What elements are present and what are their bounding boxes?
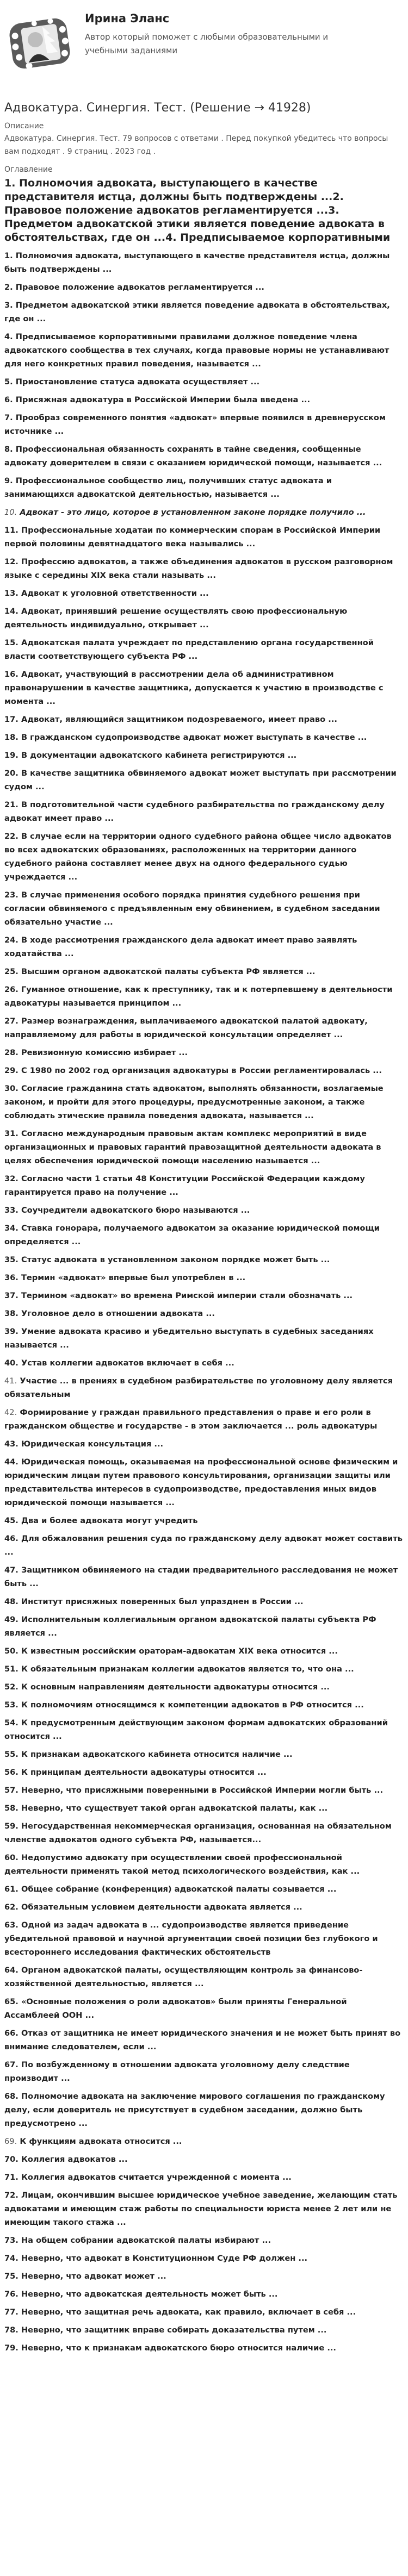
question-item bbox=[4, 555, 404, 582]
question-text: К предусмотренным действующим законом формам адвокатских образований относится ... bbox=[4, 1718, 388, 1741]
question-number: 77. bbox=[4, 2307, 18, 2317]
author-name[interactable]: Ирина Эланс bbox=[85, 12, 170, 25]
question-text: Термин «адвокат» впервые был употреблен в ... bbox=[21, 1273, 246, 1282]
question-item bbox=[4, 1203, 404, 1217]
question-item bbox=[4, 1014, 404, 1041]
question-item bbox=[4, 1514, 404, 1527]
question-number: 69. bbox=[4, 2137, 17, 2146]
question-text: Негосударственная некоммерческая организация, основанная на обязательном членстве адвокатов одного субъекта РФ, называется... bbox=[4, 1822, 392, 1844]
question-text: Полномочие адвоката на заключение мирового соглашения по гражданскому делу, если доверитель не присутствует в судебном заседании, должно быть предусмотрено ... bbox=[4, 2092, 385, 2128]
question-text: Неверно, что защитник вправе собирать доказательства путем ... bbox=[21, 2325, 327, 2335]
question-item bbox=[4, 2170, 404, 2184]
question-text: Согласно международным правовым актам комплекс мероприятий в виде организационных и правовых гарантий правозащитной деятельности адвоката в целях обеспечения юридической помощи населению называется ... bbox=[4, 1129, 381, 1165]
question-item bbox=[4, 330, 404, 371]
question-text: По возбужденному в отношении адвоката уголовному делу следствие производит ... bbox=[4, 2060, 350, 2083]
question-text: Статус адвоката в установленном законом порядке может быть ... bbox=[21, 1255, 330, 1264]
question-item bbox=[4, 393, 404, 407]
question-item bbox=[4, 1698, 404, 1712]
question-text: Адвокат, принявший решение осуществлять свою профессиональную деятельность индивидуально, открывает ... bbox=[4, 607, 348, 629]
question-number: 4. bbox=[4, 332, 13, 341]
question-number: 24. bbox=[4, 935, 18, 945]
question-number: 66. bbox=[4, 2029, 18, 2038]
question-text: В документации адвокатского кабинета регистрируются ... bbox=[21, 751, 297, 760]
question-number: 39. bbox=[4, 1327, 18, 1336]
question-text: К известным российским ораторам-адвокатам XIX века относится ... bbox=[21, 1646, 338, 1656]
question-text: Профессиональные ходатаи по коммерческим спорам в Российской Империи первой половины девятнадцатого века назывались ... bbox=[4, 526, 381, 548]
question-number: 36. bbox=[4, 1273, 18, 1282]
question-item bbox=[4, 1613, 404, 1640]
question-number: 22. bbox=[4, 832, 18, 841]
question-text: В гражданском судопроизводстве адвокат может выступать в качестве ... bbox=[21, 733, 367, 742]
question-item bbox=[4, 1221, 404, 1249]
question-item bbox=[4, 474, 404, 501]
question-number: 15. bbox=[4, 638, 18, 647]
question-text: Два и более адвоката могут учредить bbox=[21, 1516, 198, 1525]
question-number: 33. bbox=[4, 1206, 18, 1215]
question-item bbox=[4, 1356, 404, 1370]
question-number: 79. bbox=[4, 2343, 18, 2353]
question-text: Адвокат, участвующий в рассмотрении дела об административном правонарушении в качестве защитника, допускается к участию в производстве с момента ... bbox=[4, 670, 384, 706]
question-text: Уголовное дело в отношении адвоката ... bbox=[21, 1309, 215, 1318]
question-text: Полномочия адвоката, выступающего в качестве представителя истца, должны быть подтверждены ... bbox=[4, 251, 390, 274]
question-number: 64. bbox=[4, 1966, 18, 1975]
question-item bbox=[4, 2323, 404, 2337]
question-item bbox=[4, 1783, 404, 1797]
question-item bbox=[4, 1766, 404, 1779]
question-number: 13. bbox=[4, 589, 18, 598]
question-item bbox=[4, 280, 404, 294]
question-item bbox=[4, 1882, 404, 1896]
question-text: Формирование у граждан правильного представления о праве и его роли в гражданском обществе и государстве - в этом заключается ... роль адвокатуры bbox=[4, 1408, 378, 1431]
question-number: 11. bbox=[4, 526, 18, 535]
question-text: Неверно, что адвокат в Конституционном Суде РФ должен ... bbox=[21, 2254, 308, 2263]
question-text: Лицам, окончившим высшее юридическое учебное заведение, желающим стать адвокатами и имеющим стаж работы по специальности юриста менее 2 лет или не имеющим такого стажа ... bbox=[4, 2191, 398, 2227]
question-text: Участие ... в прениях в судебном разбирательстве по уголовному делу является обязательным bbox=[4, 1376, 393, 1399]
question-item bbox=[4, 2234, 404, 2247]
document-description: Адвокатура. Синергия. Тест. 79 вопросов с ответами . Перед покупкой убедитесь что вопросы вам подходят . 9 страниц . 2023 год . bbox=[4, 134, 388, 156]
question-text: К основным направлениям деятельности адвокатуры относится ... bbox=[21, 1682, 330, 1692]
question-text: Размер вознаграждения, выплачиваемого адвокатской палатой адвокату, направляемому для работы в юридической консультации определяет ... bbox=[4, 1016, 368, 1039]
question-text: Защитником обвиняемого на стадии предварительного расследования не может быть ... bbox=[4, 1565, 398, 1588]
question-text: Присяжная адвокатура в Российской Империи была введена ... bbox=[15, 395, 311, 404]
question-number: 29. bbox=[4, 1066, 18, 1075]
question-item bbox=[4, 798, 404, 825]
question-number: 53. bbox=[4, 1700, 18, 1710]
question-item bbox=[4, 1437, 404, 1451]
question-number: 5. bbox=[4, 377, 13, 386]
question-item bbox=[4, 2188, 404, 2229]
question-item bbox=[4, 1716, 404, 1743]
question-number: 51. bbox=[4, 1664, 18, 1674]
question-number: 70. bbox=[4, 2155, 18, 2164]
question-number: 43. bbox=[4, 1439, 18, 1449]
question-item bbox=[4, 636, 404, 663]
question-number: 3. bbox=[4, 301, 13, 310]
question-text: Предписываемое корпоративными правилами должное поведение члена адвокатского сообщества в тех случаях, когда правовые нормы не устанавливают для него конкретных правил поведения, называется ... bbox=[4, 332, 390, 369]
question-number: 71. bbox=[4, 2173, 18, 2182]
question-text: Согласие гражданина стать адвокатом, выполнять обязанности, возлагаемые законом, и пройти для этого процедуры, предусмотренные законом, а также соблюдать этические правила поведения адвоката, называется ... bbox=[4, 1084, 384, 1120]
question-item bbox=[4, 2135, 404, 2148]
question-item bbox=[4, 249, 404, 276]
question-text: Общее собрание (конференция) адвокатской палаты созывается ... bbox=[21, 1885, 337, 1894]
question-text: Юридическая консультация ... bbox=[21, 1439, 164, 1449]
question-number: 49. bbox=[4, 1615, 18, 1624]
question-item bbox=[4, 749, 404, 762]
question-number: 56. bbox=[4, 1768, 18, 1777]
question-item bbox=[4, 933, 404, 960]
question-item bbox=[4, 1172, 404, 1199]
question-text: Обязательным условием деятельности адвоката является ... bbox=[21, 1903, 302, 1912]
description-label: Описание bbox=[4, 122, 44, 130]
question-text: «Основные положения о роли адвокатов» были приняты Генеральной Ассамблеей ООН ... bbox=[4, 1997, 347, 2020]
question-text: Адвокат, являющийся защитником подозреваемого, имеет право ... bbox=[21, 715, 337, 724]
question-text: Адвокатская палата учреждает по представлению органа государственной власти соответствующего субъекта РФ ... bbox=[4, 638, 374, 661]
question-text: Согласно части 1 статьи 48 Конституции Российской Федерации каждому гарантируется право на получение ... bbox=[4, 1174, 365, 1197]
question-item bbox=[4, 829, 404, 884]
question-item bbox=[4, 1748, 404, 1761]
question-text: Правовое положение адвокатов регламентируется ... bbox=[15, 283, 264, 292]
question-number: 1. bbox=[4, 251, 13, 260]
question-number: 17. bbox=[4, 715, 18, 724]
question-list bbox=[4, 249, 404, 2355]
question-item bbox=[4, 411, 404, 438]
question-text: Адвокат - это лицо, которое в установленном законе порядке получило ... bbox=[20, 508, 366, 517]
question-text: Ставка гонорара, получаемого адвокатом за оказание юридической помощи определяется ... bbox=[4, 1224, 380, 1246]
question-number: 75. bbox=[4, 2272, 18, 2281]
question-number: 27. bbox=[4, 1016, 18, 1026]
question-number: 42. bbox=[4, 1408, 17, 1417]
question-number: 31. bbox=[4, 1129, 18, 1138]
question-number: 73. bbox=[4, 2236, 18, 2245]
question-item bbox=[4, 1662, 404, 1676]
question-number: 21. bbox=[4, 800, 18, 809]
question-text: В случае применения особого порядка принятия судебного решения при согласии обвиняемого с предъявленным ему обвинением, в судебном заседании обязательно участие ... bbox=[4, 890, 380, 927]
question-item bbox=[4, 2305, 404, 2319]
question-number: 78. bbox=[4, 2325, 18, 2335]
question-item bbox=[4, 1271, 404, 1284]
toc-label: Оглавление bbox=[4, 165, 53, 174]
question-item bbox=[4, 2251, 404, 2265]
question-item bbox=[4, 1253, 404, 1267]
question-text: Неверно, что к признакам адвокатского бюро относится наличие ... bbox=[21, 2343, 336, 2353]
question-text: К признакам адвокатского кабинета относится наличие ... bbox=[21, 1750, 293, 1759]
question-item bbox=[4, 1307, 404, 1320]
question-number: 62. bbox=[4, 1903, 18, 1912]
question-item bbox=[4, 587, 404, 600]
question-number: 19. bbox=[4, 751, 18, 760]
question-text: Термином «адвокат» во времена Римской империи стали обозначать ... bbox=[21, 1291, 353, 1300]
question-item bbox=[4, 1289, 404, 1302]
question-text: В ходе рассмотрения гражданского дела адвокат имеет право заявлять ходатайства ... bbox=[4, 935, 357, 958]
question-text: Профессию адвокатов, а также объединения адвокатов в русском разговорном языке с середины XIX века стали называть ... bbox=[4, 557, 393, 580]
question-text: Недопустимо адвокату при осуществлении своей профессиональной деятельности применять такой метод психологического воздействия, как ... bbox=[4, 1853, 360, 1876]
question-number: 25. bbox=[4, 967, 18, 976]
question-number: 41. bbox=[4, 1376, 17, 1386]
question-text: Профессиональная обязанность сохранять в тайне сведения, сообщенные адвокату доверителем в связи с оказанием юридической помощи, называется ... bbox=[4, 445, 382, 467]
question-number: 45. bbox=[4, 1516, 18, 1525]
question-item bbox=[4, 713, 404, 726]
question-number: 60. bbox=[4, 1853, 18, 1862]
question-text: Одной из задач адвоката в ... судопроизводстве является приведение убедительной правовой и научной аргументации своей позиции без глубокого и всестороннего исследования фактических обстоятельств bbox=[4, 1920, 378, 1957]
question-number: 48. bbox=[4, 1597, 18, 1606]
question-number: 59. bbox=[4, 1822, 18, 1831]
question-item bbox=[4, 506, 404, 519]
question-item bbox=[4, 523, 404, 551]
question-number: 10. bbox=[4, 508, 17, 517]
question-item bbox=[4, 731, 404, 744]
question-number: 34. bbox=[4, 1224, 18, 1233]
question-item bbox=[4, 1995, 404, 2022]
question-number: 58. bbox=[4, 1804, 18, 1813]
question-number: 54. bbox=[4, 1718, 18, 1727]
question-number: 2. bbox=[4, 283, 13, 292]
question-number: 38. bbox=[4, 1309, 18, 1318]
question-number: 7. bbox=[4, 413, 13, 422]
question-item bbox=[4, 2153, 404, 2166]
question-text: Адвокат к уголовной ответственности ... bbox=[21, 589, 209, 598]
question-number: 47. bbox=[4, 1565, 18, 1575]
question-item bbox=[4, 1918, 404, 1959]
question-number: 72. bbox=[4, 2191, 18, 2200]
question-item bbox=[4, 766, 404, 794]
question-item bbox=[4, 965, 404, 978]
question-item bbox=[4, 2341, 404, 2355]
author-avatar-icon[interactable] bbox=[4, 11, 75, 76]
question-item bbox=[4, 1406, 404, 1433]
question-item bbox=[4, 1325, 404, 1352]
question-text: Умение адвоката красиво и убедительно выступать в судебных заседаниях называется ... bbox=[4, 1327, 374, 1350]
question-number: 35. bbox=[4, 1255, 18, 1264]
document-title: Адвокатура. Синергия. Тест. (Решение → 41928) bbox=[4, 101, 311, 115]
question-item bbox=[4, 1563, 404, 1590]
question-item bbox=[4, 1064, 404, 1077]
question-number: 12. bbox=[4, 557, 18, 566]
author-card bbox=[4, 5, 404, 87]
question-text: В случае если на территории одного судебного района общее число адвокатов во всех адвокатских образованиях, расположенных на территории данного судебного района составляет менее двух на одного федерального судью учреждается ... bbox=[4, 832, 392, 882]
question-number: 74. bbox=[4, 2254, 18, 2263]
question-text: Институт присяжных поверенных был упразднен в России ... bbox=[21, 1597, 304, 1606]
question-number: 61. bbox=[4, 1885, 18, 1894]
question-item bbox=[4, 298, 404, 326]
question-item bbox=[4, 442, 404, 470]
question-number: 32. bbox=[4, 1174, 18, 1183]
question-item bbox=[4, 668, 404, 708]
question-item bbox=[4, 604, 404, 632]
question-number: 67. bbox=[4, 2060, 18, 2069]
question-text: Устав коллегии адвокатов включает в себя ... bbox=[21, 1358, 234, 1368]
question-number: 20. bbox=[4, 769, 18, 778]
question-text: В качестве защитника обвиняемого адвокат может выступать при рассмотрении судом ... bbox=[4, 769, 397, 791]
question-number: 8. bbox=[4, 445, 13, 454]
question-item bbox=[4, 2058, 404, 2085]
question-item bbox=[4, 1851, 404, 1878]
question-text: Прообраз современного понятия «адвокат» впервые появился в древнерусском источнике ... bbox=[4, 413, 386, 436]
question-number: 26. bbox=[4, 985, 18, 994]
question-item bbox=[4, 2026, 404, 2054]
question-number: 63. bbox=[4, 1920, 18, 1930]
question-number: 65. bbox=[4, 1997, 18, 2006]
question-text: Неверно, что защитная речь адвоката, как правило, включает в себя ... bbox=[21, 2307, 356, 2317]
question-text: Юридическая помощь, оказываемая на профессиональной основе физическим и юридическим лицам путем правового консультирования, организации защиты или представительства интересов в судопроизводстве, предоставления иных видов юридической помощи называется ... bbox=[4, 1457, 398, 1507]
question-item bbox=[4, 375, 404, 389]
question-item bbox=[4, 1046, 404, 1059]
question-item bbox=[4, 1963, 404, 1991]
question-item bbox=[4, 2090, 404, 2130]
question-text: Приостановление статуса адвоката осуществляет ... bbox=[15, 377, 260, 386]
question-number: 44. bbox=[4, 1457, 18, 1467]
question-text: Соучредители адвокатского бюро называются ... bbox=[21, 1206, 250, 1215]
question-item bbox=[4, 1680, 404, 1694]
question-item bbox=[4, 1595, 404, 1608]
question-text: Для обжалования решения суда по гражданскому делу адвокат может составить ... bbox=[4, 1534, 403, 1557]
question-number: 50. bbox=[4, 1646, 18, 1656]
question-text: Предметом адвокатской этики является поведение адвоката в обстоятельствах, где он ... bbox=[4, 301, 390, 323]
question-text: Профессиональное сообщество лиц, получивших статус адвоката и занимающихся адвокатской деятельностью, называется ... bbox=[4, 476, 332, 499]
question-text: С 1980 по 2002 год организация адвокатуры в России регламентировалась ... bbox=[21, 1066, 382, 1075]
question-text: Исполнительным коллегиальным органом адвокатской палаты субъекта РФ является ... bbox=[4, 1615, 376, 1638]
question-text: Неверно, что адвокатская деятельность может быть ... bbox=[21, 2290, 278, 2299]
question-item bbox=[4, 1644, 404, 1658]
question-number: 52. bbox=[4, 1682, 18, 1692]
question-item bbox=[4, 983, 404, 1010]
question-text: К обязательным признакам коллегии адвокатов является то, что она ... bbox=[21, 1664, 354, 1674]
question-text: Органом адвокатской палаты, осуществляющим контроль за финансово-хозяйственной деятельностью, является ... bbox=[4, 1966, 363, 1988]
question-item bbox=[4, 1082, 404, 1122]
question-text: Отказ от защитника не имеет юридического значения и не может быть принят во внимание следователем, если ... bbox=[4, 2029, 401, 2051]
question-item bbox=[4, 1532, 404, 1559]
question-item bbox=[4, 2269, 404, 2283]
question-item bbox=[4, 1455, 404, 1510]
question-item bbox=[4, 1900, 404, 1914]
question-number: 37. bbox=[4, 1291, 18, 1300]
question-number: 40. bbox=[4, 1358, 18, 1368]
question-number: 55. bbox=[4, 1750, 18, 1759]
question-item bbox=[4, 1801, 404, 1815]
question-text: Коллегия адвокатов считается учрежденной с момента ... bbox=[21, 2173, 292, 2182]
question-number: 30. bbox=[4, 1084, 18, 1093]
question-number: 46. bbox=[4, 1534, 18, 1543]
question-text: Высшим органом адвокатской палаты субъекта РФ является ... bbox=[21, 967, 316, 976]
question-text: К принципам деятельности адвокатуры относится ... bbox=[21, 1768, 267, 1777]
question-number: 9. bbox=[4, 476, 13, 485]
question-number: 28. bbox=[4, 1048, 18, 1057]
question-text: Ревизионную комиссию избирает ... bbox=[21, 1048, 188, 1057]
question-text: Неверно, что адвокат может ... bbox=[21, 2272, 166, 2281]
question-text: К функциям адвоката относится ... bbox=[20, 2137, 182, 2146]
question-text: Коллегия адвокатов ... bbox=[21, 2155, 128, 2164]
question-item bbox=[4, 2287, 404, 2301]
question-item bbox=[4, 888, 404, 929]
toc-summary: 1. Полномочия адвоката, выступающего в качестве представителя истца, должны быть подтверждены ...2. Правовое положение адвокатов регламентируется ...3. Предметом адвокатской этики является поведение адвоката в обстоятельствах, где он ...4. Предписываемое корпоративными bbox=[4, 177, 391, 244]
question-item bbox=[4, 1127, 404, 1168]
question-number: 57. bbox=[4, 1786, 18, 1795]
question-number: 6. bbox=[4, 395, 13, 404]
question-number: 18. bbox=[4, 733, 18, 742]
question-number: 68. bbox=[4, 2092, 18, 2101]
question-text: На общем собрании адвокатской палаты избирают ... bbox=[21, 2236, 271, 2245]
question-number: 16. bbox=[4, 670, 18, 679]
question-text: Неверно, что присяжными поверенными в Российской Империи могли быть ... bbox=[21, 1786, 384, 1795]
question-item bbox=[4, 1819, 404, 1847]
author-description: Автор который поможет с любыми образовательными и учебными заданиями bbox=[85, 32, 329, 55]
question-text: Неверно, что существует такой орган адвокатской палаты, как ... bbox=[21, 1804, 328, 1813]
question-text: В подготовительной части судебного разбирательства по гражданскому делу адвокат имеет право ... bbox=[4, 800, 385, 823]
question-text: Гуманное отношение, как к преступнику, так и к потерпевшему в деятельности адвокатуры называется принципом ... bbox=[4, 985, 393, 1008]
question-number: 76. bbox=[4, 2290, 18, 2299]
question-item bbox=[4, 1374, 404, 1401]
question-number: 23. bbox=[4, 890, 18, 900]
question-number: 14. bbox=[4, 607, 18, 616]
question-text: К полномочиям относящимся к компетенции адвокатов в РФ относится ... bbox=[21, 1700, 364, 1710]
